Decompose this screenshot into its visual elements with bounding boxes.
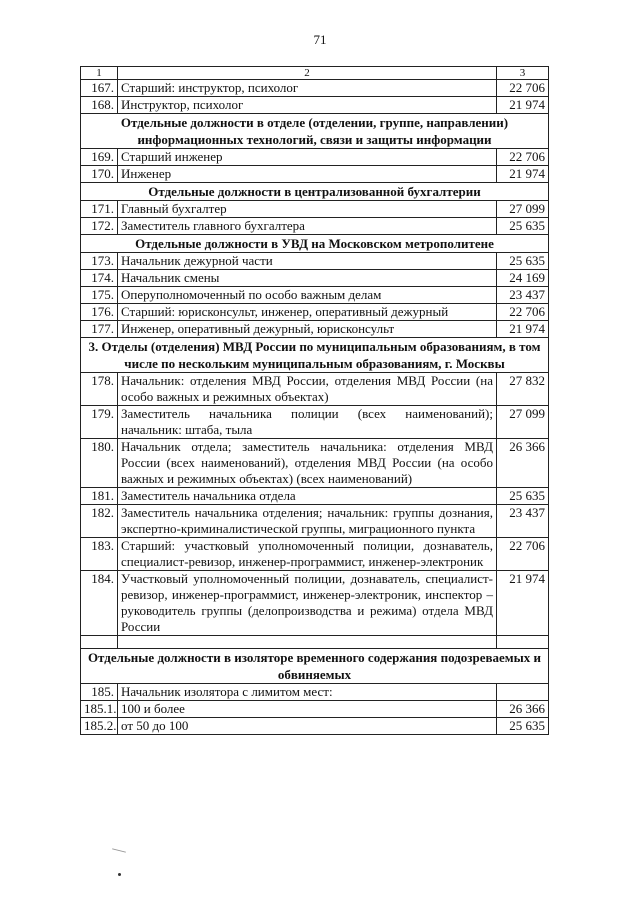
- position-title: Начальник: отделения МВД России, отделения МВД России (на особо важных и режимных объектах): [118, 373, 497, 406]
- section-heading-row: [81, 235, 549, 253]
- table-row: [81, 373, 549, 406]
- header-col-1: 1: [81, 67, 118, 80]
- row-number: 185.: [81, 684, 118, 701]
- row-number: 176.: [81, 304, 118, 321]
- table-row: [81, 488, 549, 505]
- row-number: 177.: [81, 321, 118, 338]
- position-title: Старший: юрисконсульт, инженер, оперативный дежурный: [118, 304, 497, 321]
- section-heading-row: [81, 114, 549, 149]
- salary-value: 25 635: [497, 253, 549, 270]
- row-number: 173.: [81, 253, 118, 270]
- page-number: 71: [313, 32, 327, 47]
- position-title: Начальник смены: [118, 270, 497, 287]
- table-row: [81, 571, 549, 636]
- position-title: Инженер: [118, 166, 497, 183]
- row-number: 168.: [81, 97, 118, 114]
- position-title: Старший инженер: [118, 149, 497, 166]
- section-heading: Отдельные должности в изоляторе временного содержания подозреваемых и обвиняемых: [81, 649, 549, 684]
- row-number: 184.: [81, 571, 118, 636]
- salary-value: 23 437: [497, 287, 549, 304]
- salary-value: 21 974: [497, 321, 549, 338]
- header-col-3: 3: [497, 67, 549, 80]
- table-row: [81, 439, 549, 488]
- table-row: [81, 201, 549, 218]
- table-row: [81, 218, 549, 235]
- position-title: Начальник отдела; заместитель начальника: отделения МВД России (всех наименований), отделения МВД России (на особо важных и режимных объектах) (всех наименований): [118, 439, 497, 488]
- salary-value: 21 974: [497, 166, 549, 183]
- position-title: Начальник изолятора с лимитом мест:: [118, 684, 497, 701]
- empty-cell: [118, 636, 497, 649]
- position-title: Главный бухгалтер: [118, 201, 497, 218]
- table-row: [81, 97, 549, 114]
- row-number: 181.: [81, 488, 118, 505]
- empty-row: [81, 636, 549, 649]
- row-number: 172.: [81, 218, 118, 235]
- table-row: [81, 166, 549, 183]
- position-title: Заместитель начальника отделения; начальник: группы дознания, экспертно-криминалистической группы, миграционного пункта: [118, 505, 497, 538]
- salary-value: 22 706: [497, 304, 549, 321]
- position-title: Начальник дежурной части: [118, 253, 497, 270]
- section-heading: Отдельные должности в отделе (отделении, группе, направлении) информационных технологий, связи и защиты информации: [81, 114, 549, 149]
- salary-value: 27 099: [497, 406, 549, 439]
- salary-value: 26 366: [497, 701, 549, 718]
- table-row: [81, 149, 549, 166]
- position-title: Заместитель начальника отдела: [118, 488, 497, 505]
- table-row: [81, 718, 549, 735]
- position-title: Старший: участковый уполномоченный полиции, дознаватель, специалист-ревизор, инженер-программист, инженер-электроник: [118, 538, 497, 571]
- table-row: [81, 253, 549, 270]
- table-row: [81, 304, 549, 321]
- table-row: [81, 684, 549, 701]
- position-title: Инструктор, психолог: [118, 97, 497, 114]
- section-heading-row: [81, 338, 549, 373]
- table-row: [81, 406, 549, 439]
- table-header-row: [81, 67, 549, 80]
- section-heading-row: [81, 649, 549, 684]
- row-number: 174.: [81, 270, 118, 287]
- salary-value: 22 706: [497, 80, 549, 97]
- table-row: [81, 505, 549, 538]
- salary-value: 27 832: [497, 373, 549, 406]
- row-number: 185.1.: [81, 701, 118, 718]
- salary-value: 26 366: [497, 439, 549, 488]
- position-title: Оперуполномоченный по особо важным делам: [118, 287, 497, 304]
- section-heading: Отдельные должности в УВД на Московском метрополитене: [81, 235, 549, 253]
- salary-value: 27 099: [497, 201, 549, 218]
- salary-value: 25 635: [497, 218, 549, 235]
- position-title: Старший: инструктор, психолог: [118, 80, 497, 97]
- section-heading: 3. Отделы (отделения) МВД России по муниципальным образованиям, в том числе по нескольким муниципальным образованиям, г. Москвы: [81, 338, 549, 373]
- salary-value: 25 635: [497, 718, 549, 735]
- position-title: 100 и более: [118, 701, 497, 718]
- salary-value: 24 169: [497, 270, 549, 287]
- row-number: 169.: [81, 149, 118, 166]
- salary-value: [497, 684, 549, 701]
- empty-cell: [81, 636, 118, 649]
- salary-value: 22 706: [497, 149, 549, 166]
- position-title: Инженер, оперативный дежурный, юрисконсульт: [118, 321, 497, 338]
- table-row: [81, 538, 549, 571]
- empty-cell: [497, 636, 549, 649]
- salary-value: 21 974: [497, 571, 549, 636]
- scan-artifact: [118, 873, 121, 876]
- row-number: 167.: [81, 80, 118, 97]
- row-number: 185.2.: [81, 718, 118, 735]
- row-number: 183.: [81, 538, 118, 571]
- header-col-2: 2: [118, 67, 497, 80]
- table-row: [81, 321, 549, 338]
- row-number: 170.: [81, 166, 118, 183]
- salary-value: 25 635: [497, 488, 549, 505]
- position-title: Участковый уполномоченный полиции, дознаватель, специалист-ревизор, инженер-программист, инженер-электроник, инспектор – руководитель группы (делопроизводства и режима) отдела МВД России: [118, 571, 497, 636]
- salary-table: [80, 66, 549, 735]
- table-row: [81, 270, 549, 287]
- position-title: Заместитель начальника полиции (всех наименований); начальник: штаба, тыла: [118, 406, 497, 439]
- row-number: 180.: [81, 439, 118, 488]
- scan-artifact: [112, 848, 126, 852]
- position-title: от 50 до 100: [118, 718, 497, 735]
- row-number: 171.: [81, 201, 118, 218]
- row-number: 175.: [81, 287, 118, 304]
- table-row: [81, 701, 549, 718]
- row-number: 179.: [81, 406, 118, 439]
- section-heading-row: [81, 183, 549, 201]
- row-number: 182.: [81, 505, 118, 538]
- row-number: 178.: [81, 373, 118, 406]
- section-heading: Отдельные должности в централизованной бухгалтерии: [81, 183, 549, 201]
- salary-value: 22 706: [497, 538, 549, 571]
- table-row: [81, 287, 549, 304]
- table-row: [81, 80, 549, 97]
- salary-value: 23 437: [497, 505, 549, 538]
- position-title: Заместитель главного бухгалтера: [118, 218, 497, 235]
- salary-value: 21 974: [497, 97, 549, 114]
